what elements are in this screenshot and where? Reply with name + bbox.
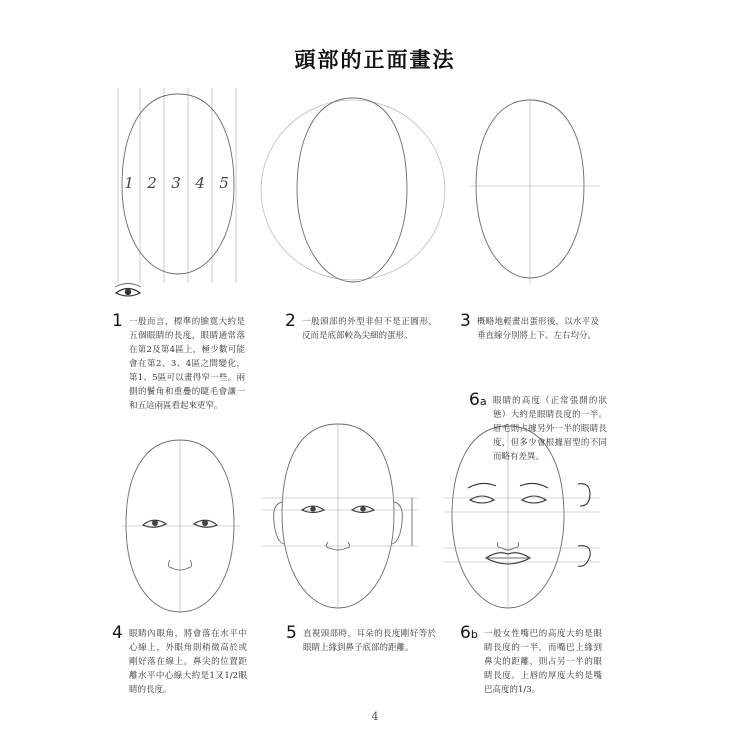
step-number: 2 (285, 311, 296, 331)
grid-number-5: 5 (219, 174, 229, 192)
step-text: 眼睛內眼角，將會落在水平中心線上，外眼角則稍微高於或剛好落在線上。鼻尖的位置距離水平中心線大約是1又1/2眼睛的長度。 (129, 629, 247, 695)
step-number: 1 (112, 311, 123, 331)
figure-5-ears (258, 418, 428, 618)
page-number: 4 (371, 710, 379, 723)
figure-1-five-eye-grid (108, 88, 248, 303)
grid-number-3: 3 (171, 174, 181, 192)
eye-icon (115, 284, 141, 297)
step-number: 6b (460, 623, 478, 643)
figure-2-egg-vs-circle (255, 92, 455, 292)
step-number: 6a (469, 390, 487, 410)
grid-number-4: 4 (195, 174, 205, 192)
figure-3-egg-with-guides (462, 90, 612, 290)
step-text: 一般頭部的外型非但不是正圓形，反而是底部較為尖細的蛋形。 (302, 317, 437, 341)
step-text: 一般女性嘴巴的高度大約是眼睛長度的一半，而嘴巴上緣到鼻尖的距離，則占另一半的眼睛長度。上唇的厚度大約是嘴巴高度的1/3。 (484, 629, 602, 695)
grid-number-1: 1 (124, 174, 134, 192)
step-text: 一般而言，標準的臉寬大約是五個眼睛的長度，眼睛通常落在第2及第4區上，極少數可能會在第2、3、4區之間變化，第1、5區可以畫得窄一些。兩側的鬢角和重疊的睫毛會讓一和五這兩區看起來更窄。 (129, 317, 245, 411)
step-text: 概略地輕畫出蛋形後，以水平及垂直線分別將上下、左右均分。 (477, 317, 599, 341)
grid-number-2: 2 (147, 174, 157, 192)
figure-4-eyes-and-nose (110, 432, 250, 622)
step-text: 直視頭部時，耳朵的長度剛好等於眼睛上緣到鼻子底部的距離。 (303, 629, 436, 653)
step-number: 4 (112, 623, 123, 643)
step-number: 5 (286, 623, 297, 643)
step-number: 3 (460, 311, 471, 331)
page-title: 頭部的正面畫法 (294, 48, 456, 72)
step-text: 眼睛的高度（正常張開的狀態）大約是眼睛長度的一半。眉毛則占據另外一半的眼睛長度，但多少會根據眉型的不同而略有差異。 (493, 396, 607, 462)
